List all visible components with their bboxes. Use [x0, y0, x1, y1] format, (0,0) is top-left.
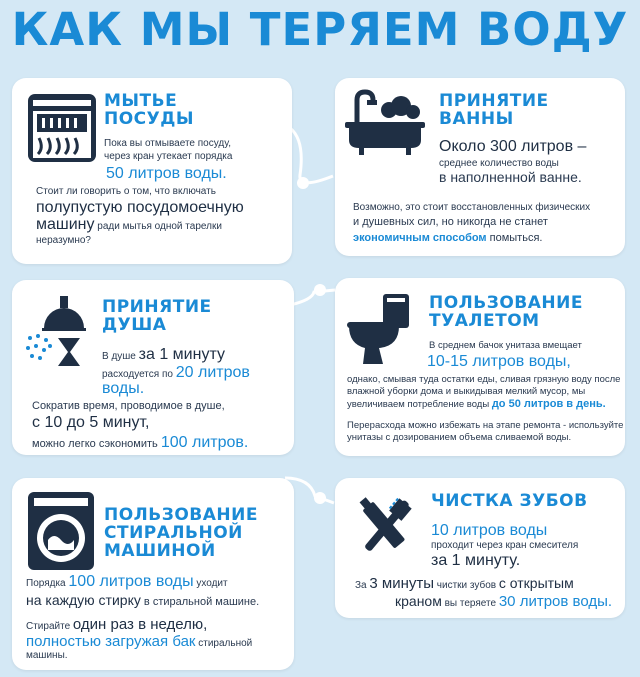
bath-text-6a: экономичным способом: [353, 232, 487, 244]
washer-heading-1: ПОЛЬЗОВАНИЕ: [104, 505, 258, 525]
teeth-heading-1: ЧИСТКА ЗУБОВ: [431, 491, 588, 511]
washer-text-2: [26, 591, 259, 609]
shower-text-1: [102, 346, 225, 364]
washer-text-4: [26, 633, 252, 651]
toilet-text-4: влажной уборки дома и выкидывая мелкий мусор, мы: [347, 386, 586, 397]
washer-card: [12, 478, 294, 670]
shower-text-1a: В душе: [102, 351, 139, 362]
shower-text-3: воды.: [102, 380, 145, 397]
toilet-text-5b: до 50 литров в день.: [491, 398, 606, 410]
toilet-text-5a: увеличиваем потребление воды: [347, 399, 492, 410]
bathtub-icon: [343, 88, 427, 158]
bath-text-4: Возможно, это стоит восстановленных физических: [353, 202, 591, 213]
toilet-text-7: унитазы с дозированием объема сливаемой воды.: [347, 432, 572, 443]
bath-text-5: и душевных сил, но никогда не станет: [353, 216, 548, 228]
bath-heading-2: ВАННЫ: [439, 109, 514, 129]
toilet-text-2: 10-15 литров воды,: [427, 353, 571, 370]
bath-heading-1: ПРИНЯТИЕ: [439, 91, 549, 111]
washer-heading-2: СТИРАЛЬНОЙ: [104, 523, 243, 543]
teeth-text-4b: 3 минуты: [369, 575, 435, 592]
dishes-text-2: через кран утекает порядка: [104, 151, 233, 162]
dishes-text-4: Стоит ли говорить о том, что включать: [36, 186, 216, 197]
shower-card: [12, 280, 294, 455]
toilet-text-1: В среднем бачок унитаза вмещает: [429, 340, 582, 351]
teeth-text-5b: вы теряете: [441, 598, 499, 609]
toilet-text-5: [347, 398, 606, 412]
dishes-heading-2: ПОСУДЫ: [104, 109, 195, 129]
shower-text-6: [32, 434, 248, 452]
bath-text-2: среднее количество воды: [439, 158, 559, 169]
washer-text-4b: стиральной: [195, 638, 253, 649]
washer-text-4a: полностью загружая бак: [26, 633, 196, 650]
teeth-text-4d: с открытым: [498, 575, 574, 591]
dishes-heading-1: МЫТЬЕ: [104, 91, 178, 111]
washer-text-1: [26, 573, 228, 591]
bath-text-3: в наполненной ванне.: [439, 169, 582, 185]
bath-card: [335, 78, 625, 256]
dishes-card: [12, 78, 292, 264]
washer-text-1b: 100 литров воды: [68, 573, 194, 590]
shower-heading-2: ДУША: [102, 315, 167, 335]
washer-text-2b: в стиральной машине.: [140, 596, 260, 608]
page-title: КАК МЫ ТЕРЯЕМ ВОДУ: [11, 3, 629, 56]
dishes-text-6a: машину: [36, 216, 95, 233]
washer-heading-3: МАШИНОЙ: [104, 541, 216, 561]
toothbrush-icon: [345, 490, 425, 566]
teeth-text-2: проходит через кран смесителя: [431, 540, 579, 551]
shower-text-6a: можно легко сэкономить: [32, 438, 161, 450]
washer-text-1a: Порядка: [26, 578, 69, 589]
dishes-text-6b: ради мытья одной тарелки: [94, 221, 222, 232]
dishes-text-3: 50 литров воды.: [106, 165, 227, 182]
washer-text-3: [26, 616, 207, 634]
teeth-text-5: [395, 592, 612, 611]
toilet-heading-1: ПОЛЬЗОВАНИЕ: [429, 293, 583, 313]
teeth-text-5c: 30 литров воды.: [498, 593, 613, 610]
washing-machine-icon: [26, 490, 96, 572]
bath-text-1: Около 300 литров –: [439, 138, 587, 155]
washer-text-1c: уходит: [193, 578, 228, 589]
shower-text-1b: за 1 минуту: [138, 346, 225, 363]
dishes-text-7: неразумно?: [36, 235, 91, 246]
teeth-text-4a: За: [355, 580, 370, 591]
toilet-text-6: Перерасхода можно избежать на этапе ремонта - используйте: [347, 420, 624, 431]
bath-text-6b: помыться.: [486, 232, 543, 244]
shower-text-4: Сократив время, проводимое в душе,: [32, 400, 225, 412]
shower-text-6b: 100 литров.: [160, 434, 249, 451]
washer-text-3a: Стирайте: [26, 621, 73, 632]
shower-text-2b: 20 литров: [175, 364, 250, 381]
toilet-heading-2: ТУАЛЕТОМ: [429, 311, 540, 331]
washer-text-2a: на каждую стирку: [26, 592, 141, 608]
teeth-text-5a: краном: [395, 593, 442, 609]
teeth-text-3: за 1 минуту.: [431, 552, 521, 569]
dishes-text-1: Пока вы отмываете посуду,: [104, 138, 232, 149]
dishwasher-icon: [24, 90, 100, 166]
washer-text-3b: один раз в неделю,: [72, 616, 208, 633]
shower-text-2a: расходуется по: [102, 369, 176, 380]
bath-text-6: [353, 232, 542, 245]
dishes-text-5: полупустую посудомоечную: [36, 199, 244, 216]
teeth-text-4: [355, 574, 574, 593]
washer-text-5: машины.: [26, 650, 68, 661]
teeth-text-4c: чистки зубов: [434, 580, 499, 591]
dishes-text-6: [36, 216, 222, 234]
toilet-card: [335, 278, 625, 456]
shower-heading-1: ПРИНЯТИЕ: [102, 297, 212, 317]
shower-icon: [24, 294, 96, 372]
shower-text-5: с 10 до 5 минут,: [32, 414, 150, 431]
toilet-icon: [345, 290, 415, 370]
teeth-text-1: 10 литров воды: [431, 522, 548, 539]
teeth-card: [335, 478, 625, 618]
toilet-text-3: однако, смывая туда остатки еды, сливая грязную воду после: [347, 374, 621, 385]
